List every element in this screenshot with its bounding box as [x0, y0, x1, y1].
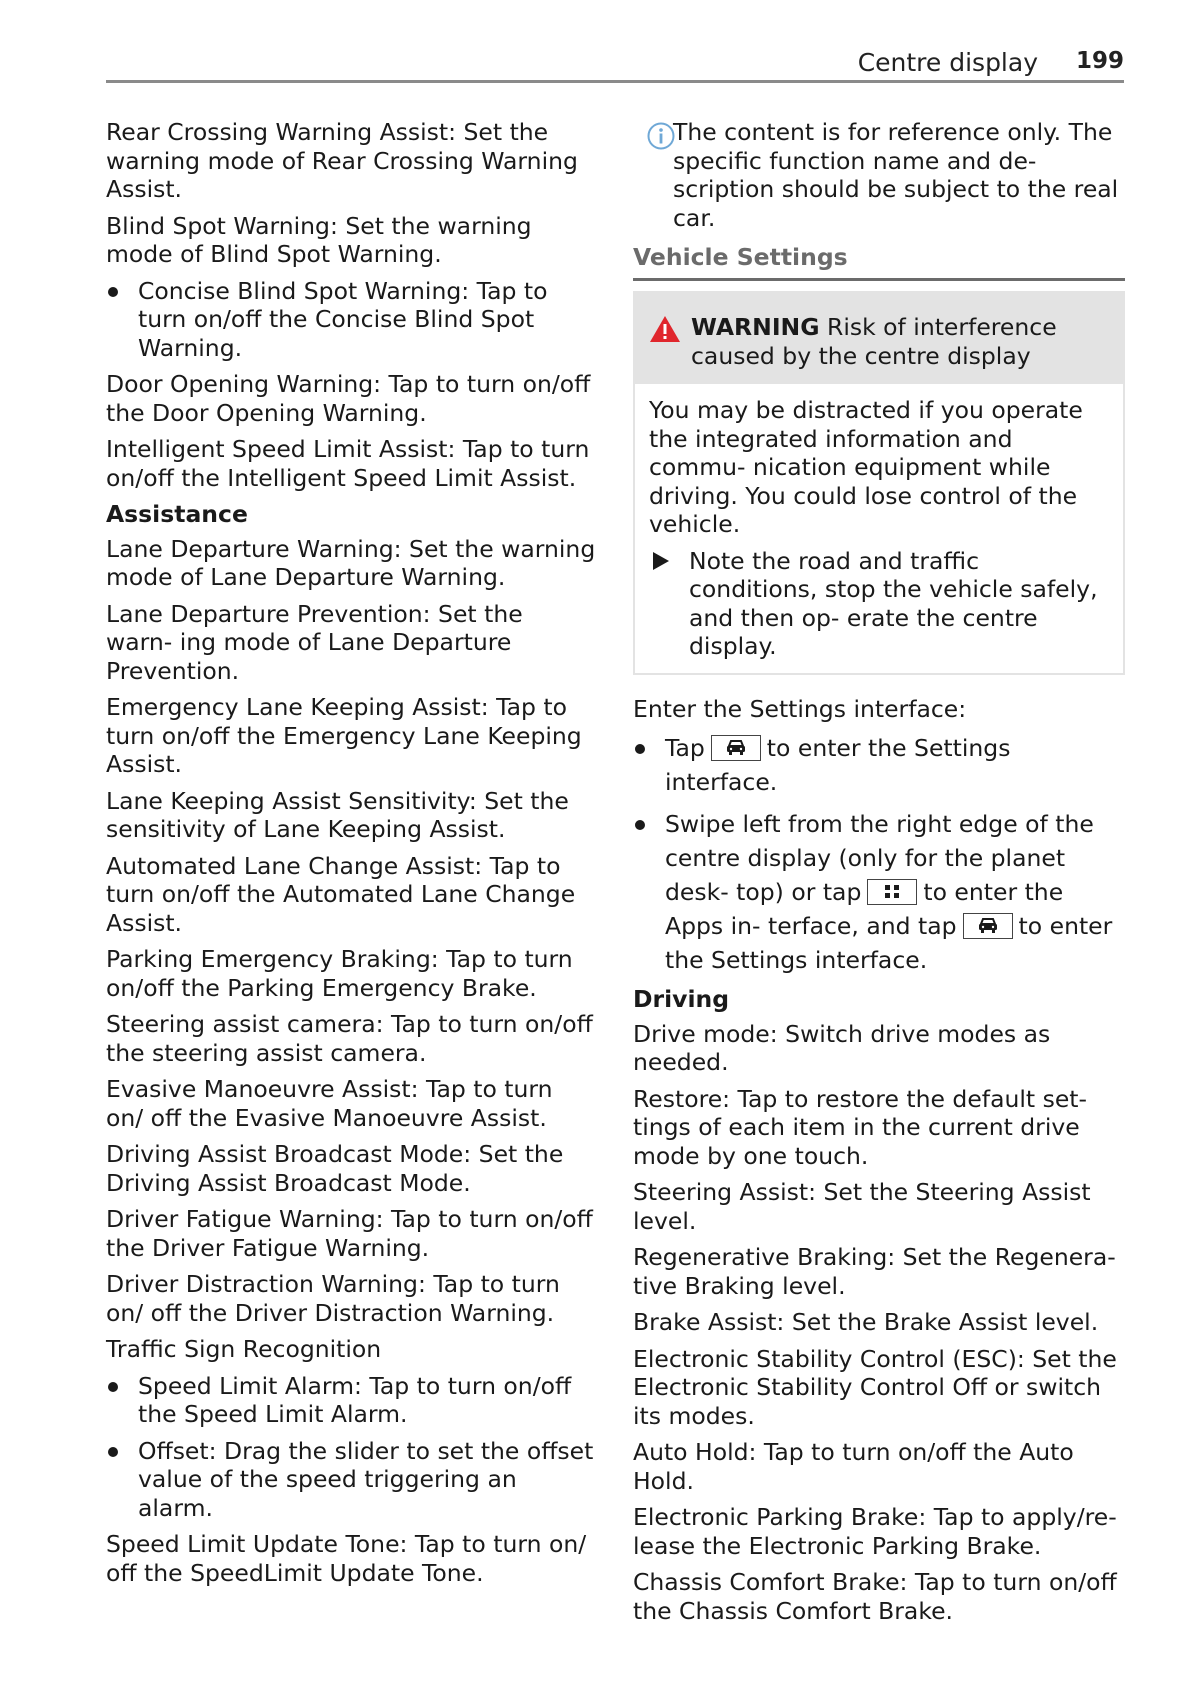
section-title: Centre display	[857, 48, 1038, 77]
list-item-text: Tap	[665, 734, 705, 762]
left-column	[106, 118, 596, 1595]
list-item	[106, 1437, 596, 1523]
car-settings-icon	[977, 917, 999, 934]
paragraph: Driver Fatigue Warning: Tap to turn on/off the Driver Fatigue Warning.	[106, 1205, 593, 1262]
warning-header	[635, 293, 1123, 384]
warning-text: You may be distracted if you operate the integrated information and commu‐ nication equipment while driving. You could lose control of the vehicle.	[649, 396, 1083, 538]
list-item-text: to enter the Apps in‐ terface, and tap	[665, 878, 1064, 940]
paragraph: Brake Assist: Set the Brake Assist level.	[633, 1308, 1099, 1336]
paragraph: Rear Crossing Warning Assist: Set the warning mode of Rear Crossing Warning Assist.	[106, 118, 578, 203]
paragraph: Emergency Lane Keeping Assist: Tap to turn on/off the Emergency Lane Keeping Assist.	[106, 693, 582, 778]
reference-note	[633, 118, 1125, 232]
bullet-icon	[635, 744, 645, 754]
bullet-icon	[635, 820, 645, 830]
warning-label: WARNING	[691, 313, 820, 341]
section-heading-vehicle-settings: Vehicle Settings	[633, 242, 1125, 281]
list-item-text: to enter the Settings interface.	[665, 912, 1113, 974]
paragraph: Electronic Stability Control (ESC): Set the Electronic Stability Control Off or switch its modes.	[633, 1344, 1117, 1430]
action-arrow-icon	[653, 552, 669, 570]
paragraph: Intelligent Speed Limit Assist: Tap to turn on/off the Intelligent Speed Limit Assist.	[106, 435, 590, 492]
paragraph: Chassis Comfort Brake: Tap to turn on/off the Chassis Comfort Brake.	[633, 1568, 1117, 1625]
paragraph: Steering Assist: Set the Steering Assist level.	[633, 1178, 1091, 1235]
list-item	[106, 1372, 596, 1429]
list-item	[633, 731, 1125, 799]
car-settings-key	[963, 913, 1013, 939]
paragraph: Automated Lane Change Assist: Tap to turn on/off the Automated Lane Change Assist.	[106, 851, 576, 937]
paragraph: Electronic Parking Brake: Tap to apply/re‐ lease the Electronic Parking Brake.	[633, 1503, 1117, 1560]
car-settings-icon	[725, 739, 747, 756]
car-settings-key	[711, 735, 761, 761]
apps-grid-icon	[881, 883, 903, 900]
section-heading-assistance: Assistance	[106, 500, 248, 528]
list-item	[106, 277, 596, 363]
info-circle-icon	[647, 122, 675, 150]
note-text: The content is for reference only. The specific function name and de‐ scription should be subject to the real car.	[673, 118, 1119, 232]
list-item-text: Concise Blind Spot Warning: Tap to turn on/off the Concise Blind Spot Warning.	[138, 276, 548, 362]
apps-key	[867, 879, 917, 905]
list-item-text: Speed Limit Alarm: Tap to turn on/off the Speed Limit Alarm.	[138, 1371, 572, 1428]
paragraph: Restore: Tap to restore the default set‐ tings of each item in the current drive mode by one touch.	[633, 1084, 1087, 1170]
warning-triangle-icon	[649, 315, 681, 343]
paragraph: Blind Spot Warning: Set the warning mode of Blind Spot Warning.	[106, 211, 532, 268]
section-heading-driving: Driving	[633, 985, 730, 1013]
paragraph: Drive mode: Switch drive modes as needed.	[633, 1019, 1051, 1076]
paragraph: Parking Emergency Braking: Tap to turn on/off the Parking Emergency Brake.	[106, 945, 573, 1002]
bullet-icon	[108, 1382, 118, 1392]
paragraph: Lane Departure Warning: Set the warning mode of Lane Departure Warning.	[106, 534, 596, 591]
paragraph: Lane Keeping Assist Sensitivity: Set the sensitivity of Lane Keeping Assist.	[106, 786, 569, 843]
paragraph: Auto Hold: Tap to turn on/off the Auto Hold.	[633, 1438, 1074, 1495]
list-item-text: Swipe left from the right edge of the centre display (only for the planet desk‐ top) or tap	[665, 810, 1094, 906]
warning-title: Risk of interference caused by the centre display	[691, 313, 1057, 370]
list-item-text: to enter the Settings interface.	[665, 734, 1011, 796]
paragraph: Lane Departure Prevention: Set the warn‐ ing mode of Lane Departure Prevention.	[106, 599, 523, 685]
right-column	[633, 118, 1125, 1633]
warning-box	[633, 291, 1125, 675]
paragraph: Traffic Sign Recognition	[106, 1335, 382, 1363]
paragraph: Driving Assist Broadcast Mode: Set the Driving Assist Broadcast Mode.	[106, 1140, 564, 1197]
paragraph: Evasive Manoeuvre Assist: Tap to turn on/ off the Evasive Manoeuvre Assist.	[106, 1075, 553, 1132]
bullet-icon	[108, 287, 118, 297]
list-item	[633, 807, 1125, 977]
paragraph: Enter the Settings interface:	[633, 694, 967, 723]
warning-action-text: Note the road and traffic conditions, stop the vehicle safely, and then op‐ erate the centre display.	[689, 546, 1098, 660]
paragraph: Driver Distraction Warning: Tap to turn on/ off the Driver Distraction Warning.	[106, 1270, 560, 1327]
page-header	[106, 44, 1124, 83]
paragraph: Steering assist camera: Tap to turn on/off the steering assist camera.	[106, 1010, 593, 1067]
warning-action	[649, 547, 1109, 661]
paragraph: Door Opening Warning: Tap to turn on/off the Door Opening Warning.	[106, 370, 591, 427]
paragraph: Speed Limit Update Tone: Tap to turn on/ off the SpeedLimit Update Tone.	[106, 1530, 587, 1587]
bullet-icon	[108, 1447, 118, 1457]
warning-body	[635, 384, 1123, 673]
list-item-text: Offset: Drag the slider to set the offset value of the speed triggering an alarm.	[138, 1436, 594, 1522]
page-number: 199	[1075, 48, 1124, 74]
paragraph: Regenerative Braking: Set the Regenera‐ tive Braking level.	[633, 1243, 1116, 1300]
